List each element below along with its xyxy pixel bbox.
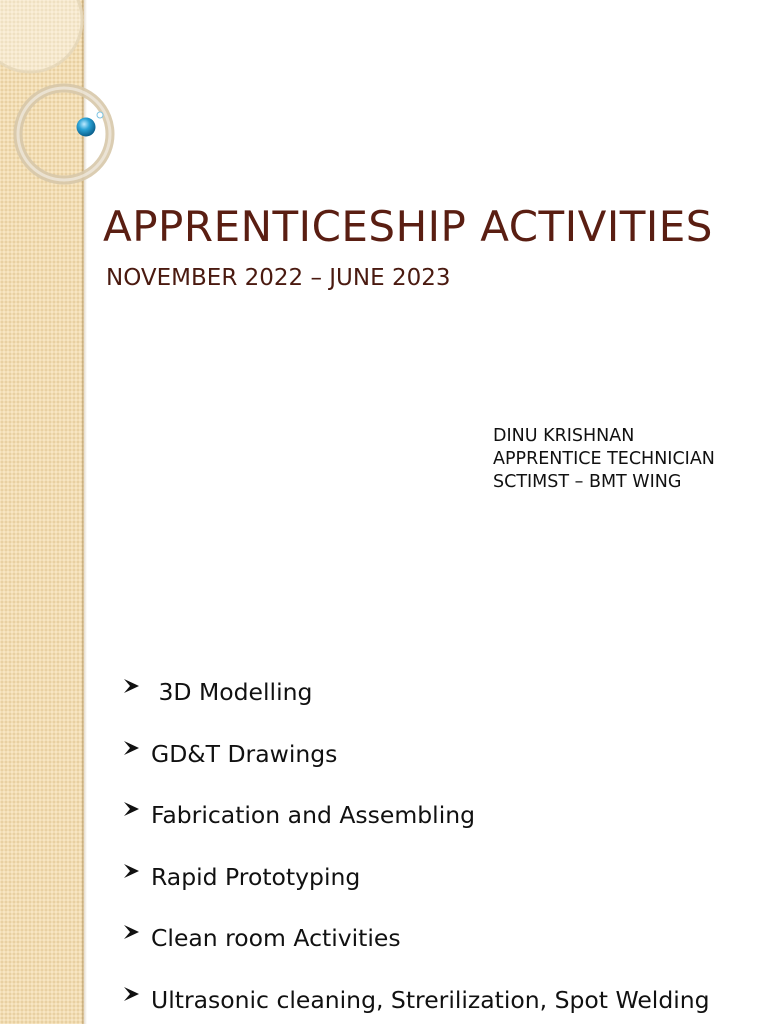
author-name: DINU KRISHNAN (493, 426, 635, 446)
arrowhead-bullet-icon (122, 738, 142, 758)
arrowhead-bullet-icon (122, 922, 142, 942)
list-item-text: Clean room Activities (151, 924, 401, 952)
author-organization: SCTIMST – BMT WING (493, 472, 682, 492)
list-item-text: Fabrication and Assembling (151, 801, 476, 829)
arrowhead-bullet-icon (122, 799, 142, 819)
circle-rings-decoration (0, 0, 130, 200)
small-ring-highlight-icon (18, 88, 110, 180)
author-block (493, 425, 715, 494)
list-item-text: GD&T Drawings (151, 739, 338, 768)
tiny-dot-icon (97, 112, 103, 118)
list-item-text: Ultrasonic cleaning, Strerilization, Spot Welding (151, 985, 710, 1014)
slide-subtitle: NOVEMBER 2022 – JUNE 2023 (106, 265, 451, 291)
blue-dot-icon (77, 118, 96, 137)
list-item-text: 3D Modelling (151, 678, 313, 706)
arrowhead-bullet-icon (122, 861, 142, 881)
author-role: APPRENTICE TECHNICIAN (493, 449, 715, 469)
slide-title: APPRENTICESHIP ACTIVITIES (103, 202, 713, 251)
arrowhead-bullet-icon (122, 984, 142, 1004)
list-item-text: Rapid Prototyping (151, 862, 361, 891)
large-ring-icon (0, 0, 82, 72)
arrowhead-bullet-icon (122, 676, 142, 696)
